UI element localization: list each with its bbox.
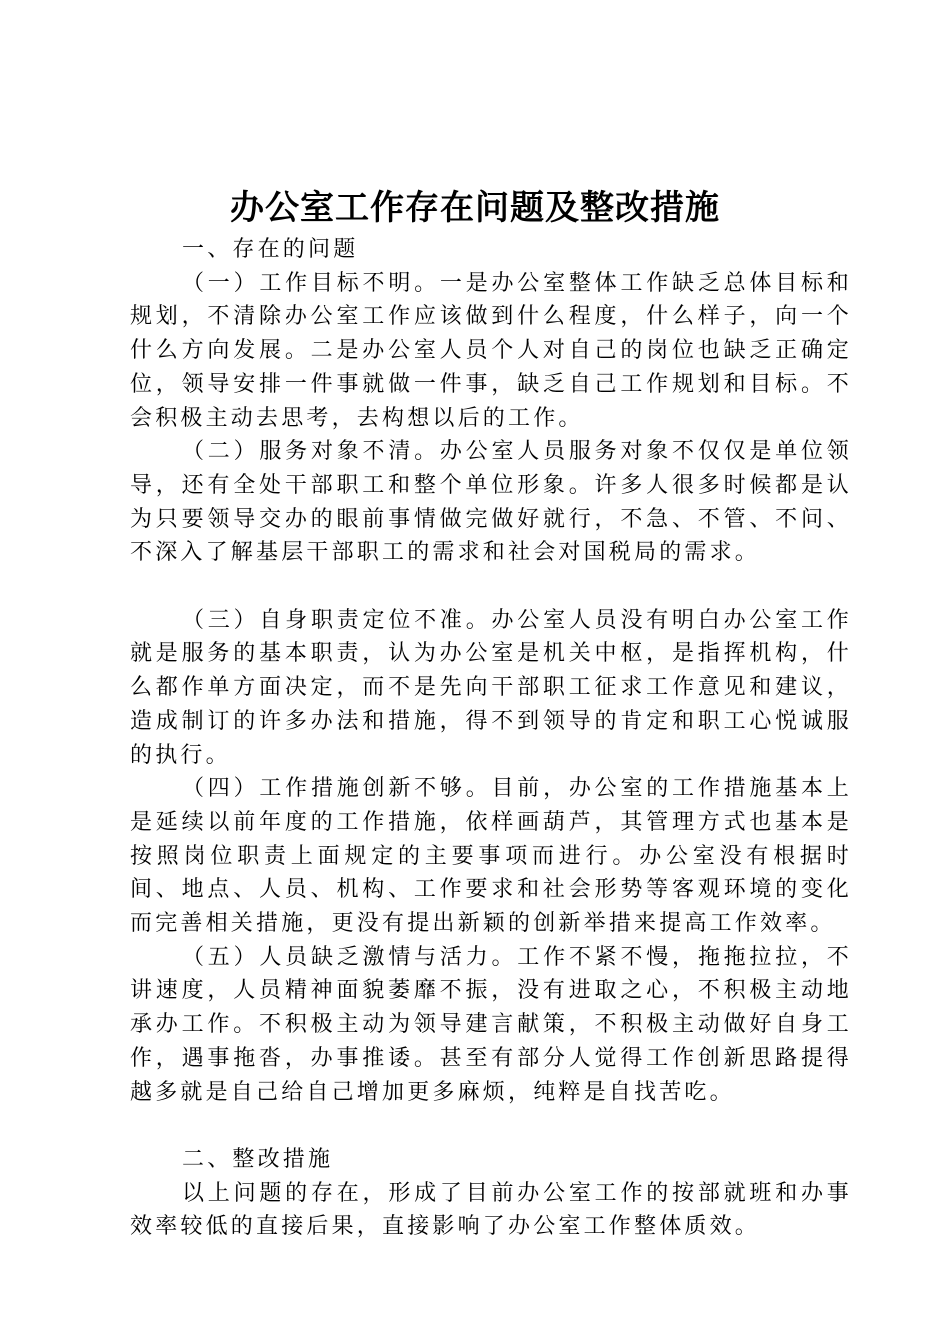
paragraph-duty-positioning: （三）自身职责定位不准。办公室人员没有明白办公室工作就是服务的基本职责，认为办公室是机关中枢，是指挥机构，什么都作单方面决定，而不是先向干部职工征求工作意见和建议，造成制订的许多办法和措施，得不到领导的肯定和职工心悦诚服的执行。 [130,607,852,768]
paragraph-lack-of-passion: （五）人员缺乏激情与活力。工作不紧不慢，拖拖拉拉，不讲速度，人员精神面貌萎靡不振，没有进取之心，不积极主动地承办工作。不积极主动为领导建言献策，不积极主动做好自身工作，遇事拖沓，办事推诿。甚至有部分人觉得工作创新思路提得越多就是自己给自己增加更多麻烦，纯粹是自找苦吃。 [130,944,852,1105]
paragraph-consequences: 以上问题的存在，形成了目前办公室工作的按部就班和办事效率较低的直接后果，直接影响了办公室工作整体质效。 [130,1180,852,1240]
document-title: 办公室工作存在问题及整改措施 [230,188,720,228]
section-heading-problems: 一、存在的问题 [182,237,359,262]
paragraph-service-target-unclear: （二）服务对象不清。办公室人员服务对象不仅仅是单位领导，还有全处干部职工和整个单位形象。许多人很多时候都是认为只要领导交办的眼前事情做完做好就行，不急、不管、不问、不深入了解基层干部职工的需求和社会对国税局的需求。 [130,439,852,566]
document-body [130,233,852,1244]
section-heading-rectification: 二、整改措施 [182,1146,334,1172]
paragraph-goals-unclear: （一）工作目标不明。一是办公室整体工作缺乏总体目标和规划，不清除办公室工作应该做到什么程度，什么样子，向一个什么方向发展。二是办公室人员个人对自己的岗位也缺乏正确定位，领导安排一件事就做一件事，缺乏自己工作规划和目标。不会积极主动去思考，去构想以后的工作。 [130,270,852,431]
paragraph-innovation-lacking: （四）工作措施创新不够。目前，办公室的工作措施基本上是延续以前年度的工作措施，依样画葫芦，其管理方式也基本是按照岗位职责上面规定的主要事项而进行。办公室没有根据时间、地点、人员、机构、工作要求和社会形势等客观环境的变化而完善相关措施，更没有提出新颖的创新举措来提高工作效率。 [130,776,852,937]
